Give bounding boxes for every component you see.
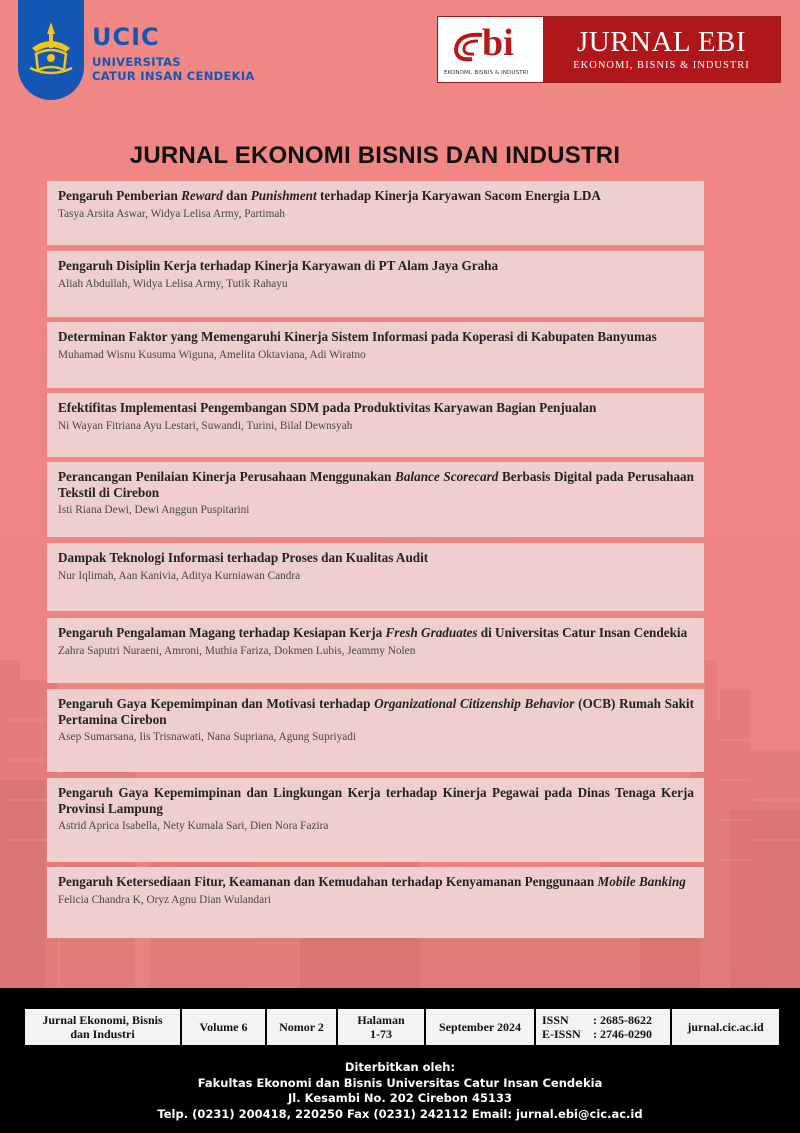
article-authors: Asep Sumarsana, Iis Trisnawati, Nana Supriana, Agung Supriyadi bbox=[58, 731, 357, 743]
journal-name-cell bbox=[24, 1008, 181, 1046]
article-item[interactable] bbox=[47, 867, 704, 938]
issn-label: ISSN bbox=[542, 1013, 569, 1027]
jurnal-ebi-logo bbox=[437, 16, 781, 83]
article-authors: Tasya Arsita Aswar, Widya Lelisa Army, Partimah bbox=[58, 207, 286, 220]
publication-info-row bbox=[24, 1008, 780, 1046]
cover-footer bbox=[0, 988, 800, 1133]
article-authors: Ni Wayan Fitriana Ayu Lestari, Suwandi, Turini, Bilal Dewnsyah bbox=[58, 419, 353, 432]
journal-heading: JURNAL EKONOMI BISNIS DAN INDUSTRI bbox=[129, 142, 621, 169]
article-authors: Nur Iqlimah, Aan Kanivia, Aditya Kurniawan Candra bbox=[58, 569, 301, 582]
halaman-range: 1-73 bbox=[370, 1027, 392, 1041]
ebi-mark bbox=[438, 17, 543, 82]
article-title: Pengaruh Ketersediaan Fitur, Keamanan dan Kemudahan terhadap Kenyamanan Penggunaan Mobile Banking bbox=[58, 874, 686, 889]
ebi-tagline: EKONOMI, BISNIS & INDUSTRI bbox=[573, 60, 750, 71]
journal-name-line2: dan Industri bbox=[70, 1027, 135, 1041]
website-cell[interactable]: jurnal.cic.ac.id bbox=[671, 1008, 780, 1046]
publisher-address: Jl. Kesambi No. 202 Cirebon 45133 bbox=[288, 1091, 512, 1105]
issn-cell bbox=[535, 1008, 671, 1046]
publisher-faculty: Fakultas Ekonomi dan Bisnis Universitas Catur Insan Cendekia bbox=[197, 1075, 603, 1090]
article-item[interactable] bbox=[47, 322, 704, 388]
article-authors: Isti Riana Dewi, Dewi Anggun Puspitarini bbox=[58, 504, 250, 516]
ucic-subtitle-line1: UNIVERSITAS bbox=[92, 55, 181, 69]
publisher-info bbox=[0, 1060, 800, 1122]
article-title: Pengaruh Gaya Kepemimpinan dan Motivasi terhadap Organizational Citizenship Behavior (OCB) Rumah Sakit Pertamina Cirebon bbox=[58, 696, 694, 727]
eissn-value: : 2746-0290 bbox=[593, 1027, 652, 1041]
ucic-subtitle-line2: CATUR INSAN CENDEKIA bbox=[92, 69, 255, 83]
ebi-title-block bbox=[543, 17, 780, 82]
article-authors: Astrid Aprica Isabella, Nety Kumala Sari, Dien Nora Fazira bbox=[58, 820, 329, 832]
ucic-title: UCIC bbox=[92, 23, 160, 51]
article-title: Pengaruh Pengalaman Magang terhadap Kesiapan Kerja Fresh Graduates di Universitas Catur Insan Cendekia bbox=[58, 625, 688, 640]
article-authors: Aliah Abdullah, Widya Lelisa Army, Tutik Rahayu bbox=[58, 277, 288, 290]
article-item[interactable] bbox=[47, 618, 704, 683]
article-item[interactable] bbox=[47, 251, 704, 317]
article-authors: Felicia Chandra K, Oryz Agnu Dian Wulandari bbox=[58, 893, 271, 906]
nomor-cell: Nomor 2 bbox=[266, 1008, 337, 1046]
article-title: Pengaruh Pemberian Reward dan Punishment terhadap Kinerja Karyawan Sacom Energia LDA bbox=[58, 188, 601, 203]
article-title: Pengaruh Gaya Kepemimpinan dan Lingkungan Kerja terhadap Kinerja Pegawai pada Dinas Tenaga Kerja Provinsi Lampung bbox=[58, 785, 694, 816]
ucic-logo-badge bbox=[18, 0, 84, 100]
article-item[interactable] bbox=[47, 689, 704, 772]
article-authors: Zahra Saputri Nuraeni, Amroni, Muthia Fariza, Dokmen Lubis, Jeammy Nolen bbox=[58, 644, 416, 657]
publisher-contact: Telp. (0231) 200418, 220250 Fax (0231) 242112 Email: jurnal.ebi@cic.ac.id bbox=[157, 1106, 643, 1121]
halaman-label: Halaman bbox=[357, 1013, 405, 1027]
article-item[interactable] bbox=[47, 181, 704, 245]
halaman-cell bbox=[337, 1008, 425, 1046]
article-item[interactable] bbox=[47, 778, 704, 862]
article-item[interactable] bbox=[47, 462, 704, 537]
issn-value: : 2685-8622 bbox=[593, 1013, 652, 1027]
ebi-mark-small-text: EKONOMI, BISNIS & INDUSTRI bbox=[444, 70, 529, 76]
article-title: Efektifitas Implementasi Pengembangan SDM pada Produktivitas Karyawan Bagian Penjualan bbox=[58, 400, 597, 415]
article-item[interactable] bbox=[47, 393, 704, 457]
ebi-title: JURNAL EBI bbox=[576, 26, 747, 58]
ucic-emblem-icon bbox=[26, 18, 76, 82]
volume-cell: Volume 6 bbox=[181, 1008, 266, 1046]
article-title: Perancangan Penilaian Kinerja Perusahaan Menggunakan Balance Scorecard Berbasis Digital pada Perusahaan Tekstil di Cirebon bbox=[58, 469, 694, 500]
journal-name-line1: Jurnal Ekonomi, Bisnis bbox=[42, 1013, 163, 1027]
publisher-label: Diterbitkan oleh: bbox=[344, 1060, 456, 1074]
article-title: Pengaruh Disiplin Kerja terhadap Kinerja Karyawan di PT Alam Jaya Graha bbox=[58, 258, 499, 273]
ebi-mark-text: bi bbox=[482, 22, 514, 64]
date-cell: September 2024 bbox=[425, 1008, 535, 1046]
article-authors: Muhamad Wisnu Kusuma Wiguna, Amelita Oktaviana, Adi Wiratno bbox=[58, 348, 366, 361]
article-item[interactable] bbox=[47, 543, 704, 611]
article-title: Determinan Faktor yang Memengaruhi Kinerja Sistem Informasi pada Koperasi di Kabupaten Banyumas bbox=[58, 329, 657, 344]
eissn-label: E-ISSN bbox=[542, 1027, 581, 1041]
article-title: Dampak Teknologi Informasi terhadap Proses dan Kualitas Audit bbox=[58, 550, 429, 565]
